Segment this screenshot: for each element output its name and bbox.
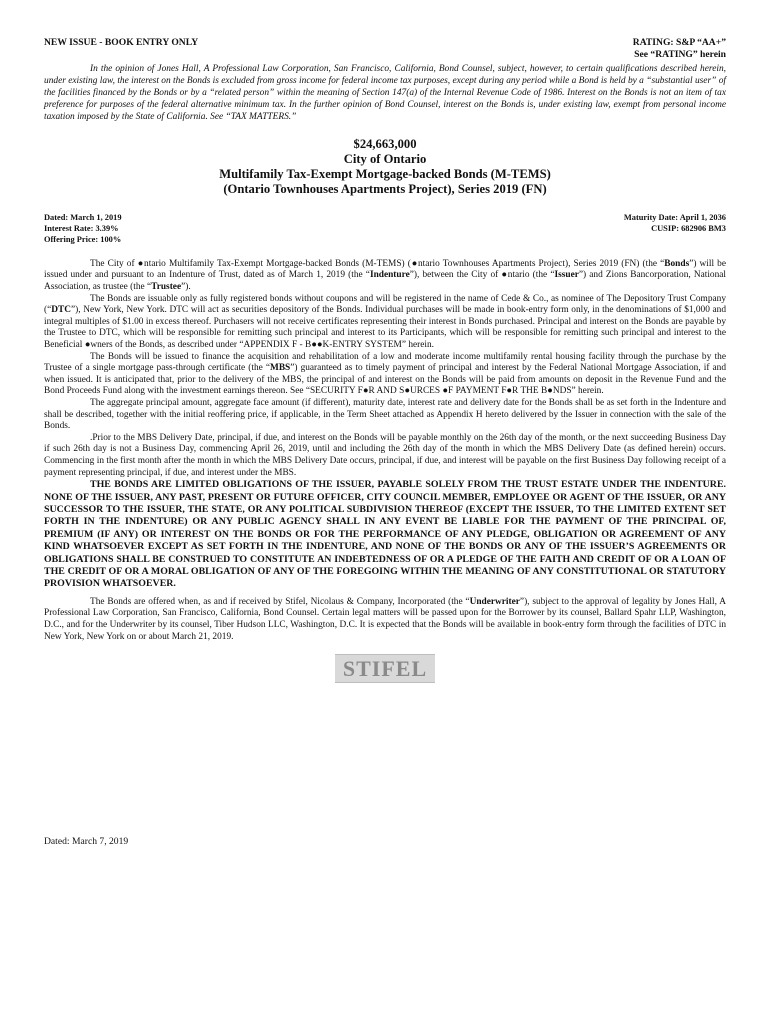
defined-term: Bonds [664, 258, 690, 269]
document-body [44, 259, 726, 643]
limited-obligation-disclaimer: THE BONDS ARE LIMITED OBLIGATIONS OF THE ISSUER, PAYABLE SOLELY FROM THE TRUST ESTATE UNDER THE INDENTURE. NONE OF THE ISSUER, ANY PAST, PRESENT OR FUTURE OFFICER, CITY COUNCIL MEMBER, EMPLOYEE OR AGENT OF THE ISSUER, OR ANY SUCCESSOR TO THE ISSUER, THE STATE, OR ANY POLITICAL SUBDIVISION THEREOF (EXCEPT THE ISSUER, TO THE LIMITED EXTENT SET FORTH IN THE INDENTURE) OR ANY PUBLIC AGENCY SHALL IN ANY EVENT BE LIABLE FOR THE PAYMENT OF THE PRINCIPAL OF, PREMIUM (IF ANY) OR INTEREST ON THE BONDS OR FOR THE PERFORMANCE OF ANY PLEDGE, OBLIGATION OR AGREEMENT OF ANY KIND WHATSOEVER EXCEPT AS SET FORTH IN THE INDENTURE, AND NONE OF THE BONDS OR ANY OF THE ISSUER’S AGREEMENTS OR OBLIGATIONS SHALL BE CONSTRUED TO CONSTITUTE AN INDEBTEDNESS OF OR A PLEDGE OF THE FAITH AND CREDIT OF OR A LOAN OF THE CREDIT OF OR A MORAL OBLIGATION OF ANY OF THE FOREGOING WITHIN THE MEANING OF ANY CONSTITUTIONAL OR STATUTORY PROVISION WHATSOEVER. [44, 479, 726, 590]
defined-term: DTC [51, 305, 71, 316]
official-statement-cover [44, 37, 726, 683]
project-name: (Ontario Townhouses Apartments Project), Series 2019 (FN) [223, 182, 547, 197]
stifel-logo: STIFEL [335, 654, 435, 683]
paragraph-offering: The Bonds are offered when, as and if received by Stifel, Nicolaus & Company, Incorporated (the “Underwriter”), subject to the approval of legality by Jones Hall, A Professional Law Corporation, San Francisco, California, Bond Counsel. Certain legal matters will be passed upon for the Borrower by its counsel, Ballard Spahr LLP, Washington, D.C., and for the Underwriter by its counsel, Tiber Hudson LLC, Washington, D.C. It is expected that the Bonds will be available in book-entry form through the facilities of DTC in New York, New York on or about March 21, 2019. [44, 596, 726, 642]
paragraph-terms: The aggregate principal amount, aggregate face amount (if different), maturity date, interest rate and delivery date for the Bonds shall be as set forth in the Indenture and shall be described, together with the initial reoffering price, if applicable, in the Term Sheet attached as Appendix H hereto delivered by the Issuer in connection with the sale of the Bonds. [44, 397, 726, 432]
interest-rate: Interest Rate: 3.39% [44, 224, 119, 234]
maturity-date: Maturity Date: April 1, 2036 [623, 213, 726, 223]
header [44, 37, 726, 61]
issuer-name: City of Ontario [343, 152, 427, 167]
bond-series-name: Multifamily Tax-Exempt Mortgage-backed Bonds (M-TEMS) [219, 167, 551, 182]
defined-term: Issuer [554, 270, 579, 281]
underwriter-logo-area [44, 654, 726, 683]
defined-term: Trustee [151, 282, 182, 293]
terms-left [44, 213, 122, 245]
defined-term: MBS [270, 363, 291, 374]
defined-term: Indenture [369, 270, 410, 281]
paragraph-payment: .Prior to the MBS Delivery Date, principal, if due, and interest on the Bonds will be payable monthly on the 26th day of the month, or the next succeeding Business Day if such 26th day is not a Business Day, commencing April 26, 2019, until and including the 26th day of the month in which the MBS Delivery Date (as defined herein) occurs. Commencing in the first month after the month in which the MBS Delivery Date occurs, principal, if due, and interest will be payable on the first Business Day following receipt of a payment representing principal, if due, and interest under the MBS. [44, 432, 726, 478]
document-date: Dated: March 7, 2019 [44, 836, 129, 847]
rating-line: RATING: S&P “AA+” [632, 37, 726, 48]
offering-price: Offering Price: 100% [44, 235, 122, 245]
issue-type: NEW ISSUE - BOOK ENTRY ONLY [44, 37, 199, 48]
paragraph-registration: The Bonds are issuable only as fully registered bonds without coupons and will be registered in the name of Cede & Co., as nominee of The Depository Trust Company (“DTC”), New York, New York. DTC will act as securities depository of the Bonds. Individual purchases will be made in book-entry form only, in the denominations of $1,000 and integral multiples of $1.00 in excess thereof. Purchasers will not receive certificates representing their interest in Bonds purchased. Principal and interest on the Bonds are payable by the Trustee to DTC, which will be responsible for remitting such principal and interest to its Participants, which will be responsible for remitting such principal and interest to the Beneficial ●wners of the Bonds, as described under “APPENDIX F - B●●K-ENTRY SYSTEM” herein. [44, 293, 726, 351]
rating [633, 37, 726, 61]
paragraph-purpose: The Bonds will be issued to finance the acquisition and rehabilitation of a low and moderate income multifamily rental housing facility through the purchase by the Trustee of a single mortgage pass-through certificate (the “MBS”) guaranteed as to timely payment of principal and interest by the Federal National Mortgage Association, if and when issued. It is anticipated that, prior to the delivery of the MBS, the principal of and interest on the Bonds will be paid from amounts on deposit in the Revenue Fund and the Bond Proceeds Fund along with the investment earnings thereon. See “SECURITY F●R AND S●URCES ●F PAYMENT F●R THE B●NDS” herein. [44, 351, 727, 397]
paragraph-bonds: The City of ●ntario Multifamily Tax-Exempt Mortgage-backed Bonds (M-TEMS) (●ntario Townhouses Apartments Project), Series 2019 (FN) (the “Bonds”) will be issued under and pursuant to an Indenture of Trust, dated as of March 1, 2019 (the “Indenture”), between the City of ●ntario (the “Issuer”) and Zions Bancorporation, National Association, as trustee (the “Trustee”). [44, 258, 726, 293]
terms-right [624, 213, 726, 245]
cusip: CUSIP: 682906 BM3 [651, 224, 726, 234]
defined-term: Underwriter [469, 596, 520, 607]
rating-reference: See “RATING” herein [634, 49, 726, 60]
bond-terms [44, 213, 726, 245]
bond-title [44, 137, 726, 197]
dated-date: Dated: March 1, 2019 [44, 213, 122, 223]
bond-counsel-opinion: In the opinion of Jones Hall, A Professional Law Corporation, San Francisco, California, Bond Counsel, subject, however, to certain qualifications described herein, under existing law, the interest on the Bonds is excluded from gross income for federal income tax purposes, except during any period while a Bond is held by a “substantial user” of the facilities financed by the Bonds or by a “related person” within the meaning of Section 147(a) of the Internal Revenue Code of 1986. Interest on the Bonds is not an item of tax preference for purposes of the federal alternative minimum tax. In the further opinion of Bond Counsel, interest on the Bonds is, under existing law, exempt from personal income taxation imposed by the State of California. See “TAX MATTERS.” [44, 64, 726, 123]
principal-amount: $24,663,000 [353, 137, 417, 152]
